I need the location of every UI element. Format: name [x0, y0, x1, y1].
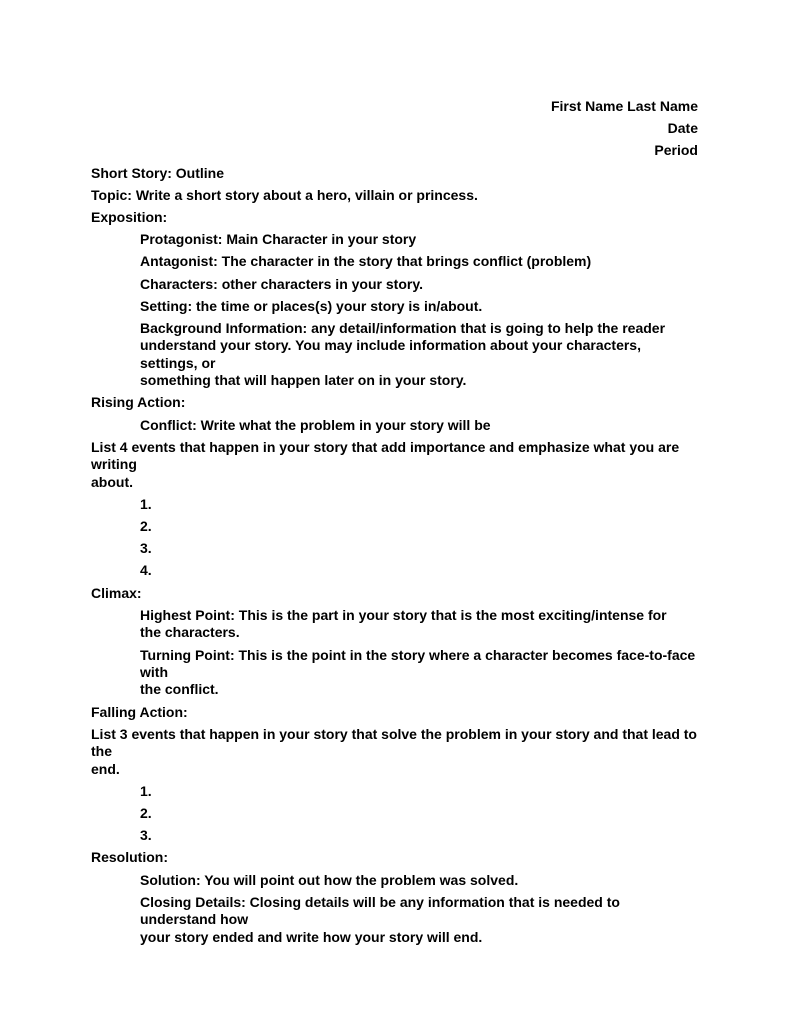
falling-action-heading: Falling Action: [91, 703, 188, 720]
header-date-line: Date [667, 120, 698, 137]
falling-action-event-1: 1. [140, 782, 152, 799]
climax-heading: Climax: [91, 584, 142, 601]
characters-line: Characters: other characters in your story. [140, 275, 423, 292]
conflict-line: Conflict: Write what the problem in your story will be [140, 416, 491, 433]
doc-title: Short Story: Outline [91, 164, 224, 181]
resolution-heading: Resolution: [91, 849, 168, 866]
turning-point-paragraph: Turning Point: This is the point in the story where a character becomes face-to-face with the conflict. [140, 646, 696, 698]
document-body [91, 165, 698, 946]
document-header [91, 98, 698, 160]
header-name-line: First Name Last Name [550, 98, 698, 114]
setting-line: Setting: the time or places(s) your story is in/about. [140, 297, 483, 314]
closing-details-paragraph: Closing Details: Closing details will be any information that is needed to understand how your story ended and write how your story will end. [140, 893, 620, 945]
solution-line: Solution: You will point out how the problem was solved. [140, 871, 519, 888]
exposition-heading: Exposition: [91, 209, 168, 226]
header-period-line: Period [654, 142, 698, 159]
list-3-events-prompt: List 3 events that happen in your story that solve the problem in your story and that lead to the end. [91, 725, 697, 777]
topic-line: Topic: Write a short story about a hero, villain or princess. [91, 186, 478, 203]
background-information-paragraph: Background Information: any detail/information that is going to help the reader understand your story. You may include information about your characters, settings, or something that will happen later on in your story. [140, 320, 666, 389]
rising-action-heading: Rising Action: [91, 394, 186, 411]
protagonist-line: Protagonist: Main Character in your story [140, 231, 417, 248]
rising-action-event-4: 4. [140, 562, 152, 579]
rising-action-event-2: 2. [140, 518, 152, 535]
rising-action-event-3: 3. [140, 540, 152, 557]
falling-action-event-3: 3. [140, 827, 152, 844]
antagonist-line: Antagonist: The character in the story that brings conflict (problem) [140, 253, 592, 270]
list-4-events-prompt: List 4 events that happen in your story that add importance and emphasize what you are writing about. [91, 438, 680, 490]
rising-action-event-1: 1. [140, 495, 152, 512]
highest-point-paragraph: Highest Point: This is the part in your story that is the most exciting/intense for the characters. [140, 606, 667, 641]
falling-action-event-2: 2. [140, 804, 152, 821]
